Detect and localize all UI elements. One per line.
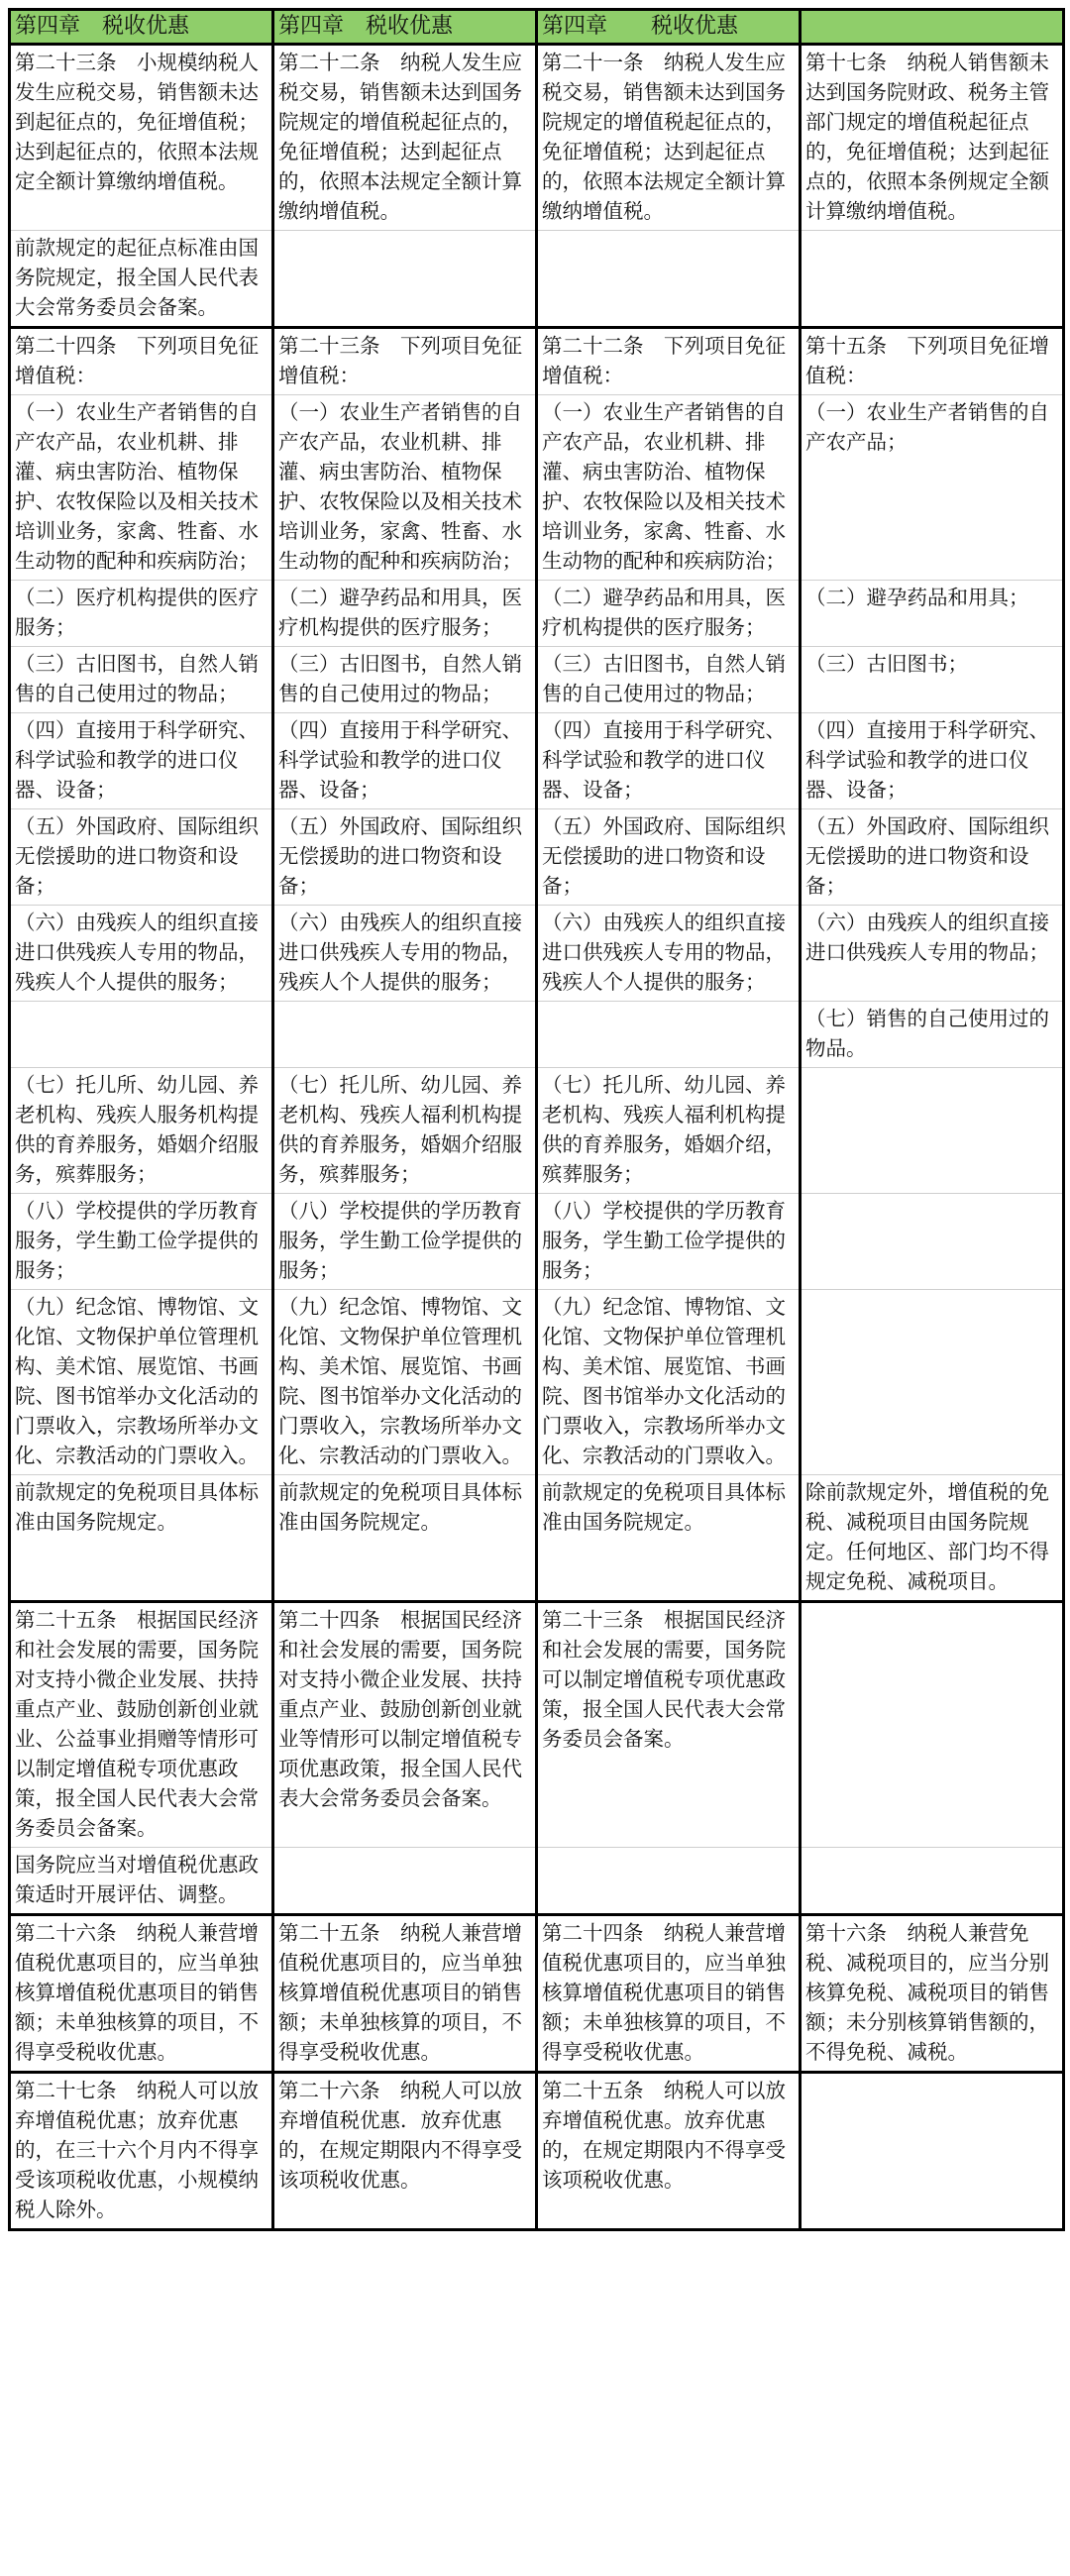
cell-text — [274, 1848, 535, 1854]
table-cell — [537, 2073, 801, 2230]
table-cell — [273, 1475, 537, 1602]
cell-text: 第二十四条 纳税人兼营增值税优惠项目的，应当单独核算增值税优惠项目的销售额；未单独核算的项目，不得享受税收优惠。 — [542, 1921, 786, 2064]
table-cell — [537, 713, 801, 809]
cell-text — [802, 1194, 1062, 1200]
table-cell — [273, 231, 537, 328]
table-cell — [537, 1475, 801, 1602]
table-row — [10, 1290, 1064, 1475]
table-cell — [10, 906, 273, 1002]
header-col1: 第四章 税收优惠 — [10, 10, 273, 45]
cell-text: （八）学校提供的学历教育服务，学生勤工俭学提供的服务； — [542, 1199, 786, 1282]
comparison-table-wrapper — [8, 8, 1062, 2231]
cell-text: （五）外国政府、国际组织无偿援助的进口物资和设备； — [542, 814, 786, 898]
cell-text — [802, 1603, 1062, 1609]
cell-text — [538, 1848, 799, 1854]
cell-text: （九）纪念馆、博物馆、文化馆、文物保护单位管理机构、美术馆、展览馆、书画院、图书馆举办文化活动的门票收入，宗教场所举办文化、宗教活动的门票收入。 — [542, 1295, 786, 1467]
table-cell — [801, 906, 1064, 1002]
cell-text: 第二十五条 纳税人兼营增值税优惠项目的，应当单独核算增值税优惠项目的销售额；未单独核算的项目，不得享受税收优惠。 — [278, 1921, 522, 2064]
table-cell — [537, 395, 801, 581]
cell-text: 第二十二条 下列项目免征增值税： — [542, 334, 786, 387]
table-cell — [10, 1002, 273, 1068]
cell-text: 第二十六条 纳税人可以放弃增值税优惠．放弃优惠的，在规定期限内不得享受该项税收优惠。 — [278, 2079, 522, 2192]
table-row — [10, 45, 1064, 231]
table-cell — [537, 1290, 801, 1475]
cell-text: （四）直接用于科学研究、科学试验和教学的进口仪器、设备； — [15, 718, 259, 802]
table-cell — [273, 581, 537, 647]
cell-text — [11, 1002, 271, 1008]
table-cell — [801, 1002, 1064, 1068]
table-cell — [537, 328, 801, 395]
table-row — [10, 713, 1064, 809]
table-row — [10, 1068, 1064, 1194]
cell-text: （四）直接用于科学研究、科学试验和教学的进口仪器、设备； — [805, 718, 1049, 802]
table-body — [10, 10, 1064, 2230]
table-cell — [10, 45, 273, 231]
table-row — [10, 1848, 1064, 1915]
table-cell — [10, 1068, 273, 1194]
table-cell — [10, 1290, 273, 1475]
cell-text: 第十六条 纳税人兼营免税、减税项目的，应当分别核算免税、减税项目的销售额；未分别核算销售额的，不得免税、减税。 — [805, 1921, 1049, 2064]
table-cell — [801, 2073, 1064, 2230]
table-row — [10, 809, 1064, 906]
table-cell — [10, 1602, 273, 1848]
cell-text: （六）由残疾人的组织直接进口供残疾人专用的物品； — [805, 911, 1049, 964]
cell-text: 第二十五条 纳税人可以放弃增值税优惠。放弃优惠的，在规定期限内不得享受该项税收优惠。 — [542, 2079, 786, 2192]
table-row — [10, 1475, 1064, 1602]
table-cell — [801, 647, 1064, 713]
table-cell — [273, 1002, 537, 1068]
cell-text — [802, 1848, 1062, 1854]
table-cell — [10, 328, 273, 395]
cell-text: 除前款规定外，增值税的免税、减税项目由国务院规定。任何地区、部门均不得规定免税、减税项目。 — [805, 1480, 1049, 1593]
table-cell — [801, 328, 1064, 395]
cell-text: （五）外国政府、国际组织无偿援助的进口物资和设备； — [15, 814, 259, 898]
cell-text: （五）外国政府、国际组织无偿援助的进口物资和设备； — [278, 814, 522, 898]
table-row — [10, 1194, 1064, 1290]
table-cell — [10, 1475, 273, 1602]
table-cell — [537, 809, 801, 906]
table-cell — [273, 906, 537, 1002]
cell-text: （八）学校提供的学历教育服务，学生勤工俭学提供的服务； — [15, 1199, 259, 1282]
header-col3: 第四章 税收优惠 — [537, 10, 801, 45]
cell-text — [802, 231, 1062, 237]
table-cell — [537, 231, 801, 328]
table-row — [10, 1602, 1064, 1848]
table-cell — [273, 809, 537, 906]
cell-text: （六）由残疾人的组织直接进口供残疾人专用的物品，残疾人个人提供的服务； — [542, 911, 786, 994]
table-cell — [537, 1194, 801, 1290]
cell-text: （三）古旧图书，自然人销售的自己使用过的物品； — [15, 652, 259, 705]
table-cell — [537, 1002, 801, 1068]
cell-text: （九）纪念馆、博物馆、文化馆、文物保护单位管理机构、美术馆、展览馆、书画院、图书馆举办文化活动的门票收入，宗教场所举办文化、宗教活动的门票收入。 — [15, 1295, 259, 1467]
cell-text: （七）托儿所、幼儿园、养老机构、残疾人服务机构提供的育养服务，婚姻介绍服务，殡葬服务； — [15, 1073, 259, 1186]
table-row — [10, 395, 1064, 581]
cell-text — [538, 1002, 799, 1008]
cell-text: 前款规定的免税项目具体标准由国务院规定。 — [15, 1480, 259, 1534]
cell-text: （二）医疗机构提供的医疗服务； — [15, 586, 259, 639]
table-cell — [273, 1068, 537, 1194]
table-cell — [273, 647, 537, 713]
cell-text: 第二十三条 根据国民经济和社会发展的需要，国务院可以制定增值税专项优惠政策，报全国人民代表大会常务委员会备案。 — [542, 1608, 786, 1751]
cell-text: 国务院应当对增值税优惠政策适时开展评估、调整。 — [15, 1853, 259, 1906]
table-cell — [273, 1602, 537, 1848]
cell-text: 第二十二条 纳税人发生应税交易，销售额未达到国务院规定的增值税起征点的，免征增值税；达到起征点的，依照本法规定全额计算缴纳增值税。 — [278, 51, 522, 223]
table-cell — [801, 1290, 1064, 1475]
cell-text — [802, 1290, 1062, 1296]
cell-text: （一）农业生产者销售的自产农产品，农业机耕、排灌、病虫害防治、植物保护、农牧保险以及相关技术培训业务，家禽、牲畜、水生动物的配种和疾病防治； — [278, 400, 522, 573]
table-cell — [10, 581, 273, 647]
table-cell — [10, 2073, 273, 2230]
cell-text: 前款规定的免税项目具体标准由国务院规定。 — [278, 1480, 522, 1534]
cell-text: 第二十一条 纳税人发生应税交易，销售额未达到国务院规定的增值税起征点的，免征增值税；达到起征点的，依照本法规定全额计算缴纳增值税。 — [542, 51, 786, 223]
cell-text: （三）古旧图书，自然人销售的自己使用过的物品； — [542, 652, 786, 705]
table-cell — [537, 1602, 801, 1848]
table-cell — [273, 328, 537, 395]
table-cell — [801, 1194, 1064, 1290]
cell-text: （八）学校提供的学历教育服务，学生勤工俭学提供的服务； — [278, 1199, 522, 1282]
cell-text: （四）直接用于科学研究、科学试验和教学的进口仪器、设备； — [278, 718, 522, 802]
table-row — [10, 2073, 1064, 2230]
table-row — [10, 1002, 1064, 1068]
table-cell — [10, 395, 273, 581]
cell-text: （三）古旧图书，自然人销售的自己使用过的物品； — [278, 652, 522, 705]
cell-text — [274, 231, 535, 237]
cell-text: 第二十三条 小规模纳税人发生应税交易，销售额未达到起征点的，免征增值税；达到起征点的，依照本法规定全额计算缴纳增值税。 — [15, 51, 259, 193]
table-cell — [801, 395, 1064, 581]
cell-text: 第十五条 下列项目免征增值税： — [805, 334, 1049, 387]
cell-text: 第二十三条 下列项目免征增值税： — [278, 334, 522, 387]
table-cell — [273, 2073, 537, 2230]
table-cell — [537, 45, 801, 231]
cell-text: （六）由残疾人的组织直接进口供残疾人专用的物品，残疾人个人提供的服务； — [15, 911, 259, 994]
cell-text: （一）农业生产者销售的自产农产品； — [805, 400, 1049, 454]
table-cell — [10, 1915, 273, 2073]
cell-text: （二）避孕药品和用具，医疗机构提供的医疗服务； — [542, 586, 786, 639]
header-col4 — [801, 10, 1064, 45]
table-cell — [801, 713, 1064, 809]
table-cell — [273, 395, 537, 581]
table-cell — [801, 1068, 1064, 1194]
cell-text: （四）直接用于科学研究、科学试验和教学的进口仪器、设备； — [542, 718, 786, 802]
header-col2: 第四章 税收优惠 — [273, 10, 537, 45]
cell-text: （九）纪念馆、博物馆、文化馆、文物保护单位管理机构、美术馆、展览馆、书画院、图书馆举办文化活动的门票收入，宗教场所举办文化、宗教活动的门票收入。 — [278, 1295, 522, 1467]
cell-text: （五）外国政府、国际组织无偿援助的进口物资和设备； — [805, 814, 1049, 898]
cell-text: 第十七条 纳税人销售额未达到国务院财政、税务主管部门规定的增值税起征点的，免征增值税；达到起征点的，依照本条例规定全额计算缴纳增值税。 — [805, 51, 1049, 223]
cell-text: （七）托儿所、幼儿园、养老机构、残疾人福利机构提供的育养服务，婚姻介绍服务，殡葬服务； — [278, 1073, 522, 1186]
table-cell — [537, 1848, 801, 1915]
cell-text — [802, 1068, 1062, 1074]
table-cell — [537, 1915, 801, 2073]
table-cell — [801, 231, 1064, 328]
table-cell — [10, 231, 273, 328]
cell-text: （二）避孕药品和用具； — [805, 586, 1029, 609]
table-cell — [537, 1068, 801, 1194]
cell-text: 第二十五条 根据国民经济和社会发展的需要，国务院对支持小微企业发展、扶持重点产业、鼓励创新创业就业、公益事业捐赠等情形可以制定增值税专项优惠政策，报全国人民代表大会常务委员会备案。 — [15, 1608, 259, 1840]
table-cell — [273, 45, 537, 231]
table-cell — [273, 1194, 537, 1290]
cell-text: （三）古旧图书； — [805, 652, 968, 676]
header-row — [10, 10, 1064, 45]
table-cell — [801, 809, 1064, 906]
cell-text: 前款规定的起征点标准由国务院规定，报全国人民代表大会常务委员会备案。 — [15, 236, 259, 319]
cell-text: （七）托儿所、幼儿园、养老机构、残疾人福利机构提供的育养服务，婚姻介绍，殡葬服务； — [542, 1073, 786, 1186]
table-cell — [10, 809, 273, 906]
table-cell — [273, 713, 537, 809]
table-cell — [801, 581, 1064, 647]
table-cell — [273, 1915, 537, 2073]
cell-text: 第二十六条 纳税人兼营增值税优惠项目的，应当单独核算增值税优惠项目的销售额；未单独核算的项目，不得享受税收优惠。 — [15, 1921, 259, 2064]
cell-text: （一）农业生产者销售的自产农产品，农业机耕、排灌、病虫害防治、植物保护、农牧保险以及相关技术培训业务，家禽、牲畜、水生动物的配种和疾病防治； — [15, 400, 259, 573]
table-row — [10, 1915, 1064, 2073]
cell-text: （七）销售的自己使用过的物品。 — [805, 1007, 1049, 1060]
cell-text: 第二十四条 根据国民经济和社会发展的需要，国务院对支持小微企业发展、扶持重点产业、鼓励创新创业就业等情形可以制定增值税专项优惠政策，报全国人民代表大会常务委员会备案。 — [278, 1608, 522, 1810]
table-cell — [10, 1194, 273, 1290]
table-cell — [10, 1848, 273, 1915]
cell-text: （六）由残疾人的组织直接进口供残疾人专用的物品，残疾人个人提供的服务； — [278, 911, 522, 994]
table-row — [10, 328, 1064, 395]
cell-text — [538, 231, 799, 237]
table-cell — [801, 45, 1064, 231]
cell-text: （二）避孕药品和用具，医疗机构提供的医疗服务； — [278, 586, 522, 639]
table-cell — [10, 647, 273, 713]
table-cell — [801, 1915, 1064, 2073]
law-comparison-table — [8, 8, 1065, 2231]
table-row — [10, 231, 1064, 328]
cell-text — [802, 2074, 1062, 2080]
cell-text: 第二十七条 纳税人可以放弃增值税优惠；放弃优惠的，在三十六个月内不得享受该项税收优惠，小规模纳税人除外。 — [15, 2079, 259, 2221]
table-row — [10, 647, 1064, 713]
cell-text: 前款规定的免税项目具体标准由国务院规定。 — [542, 1480, 786, 1534]
table-row — [10, 906, 1064, 1002]
table-cell — [537, 581, 801, 647]
cell-text: 第二十四条 下列项目免征增值税： — [15, 334, 259, 387]
table-cell — [801, 1475, 1064, 1602]
cell-text: （一）农业生产者销售的自产农产品，农业机耕、排灌、病虫害防治、植物保护、农牧保险以及相关技术培训业务，家禽、牲畜、水生动物的配种和疾病防治； — [542, 400, 786, 573]
table-cell — [537, 647, 801, 713]
table-cell — [273, 1290, 537, 1475]
table-cell — [537, 906, 801, 1002]
table-cell — [10, 713, 273, 809]
table-cell — [801, 1602, 1064, 1848]
table-cell — [801, 1848, 1064, 1915]
cell-text — [274, 1002, 535, 1008]
table-row — [10, 581, 1064, 647]
table-cell — [273, 1848, 537, 1915]
